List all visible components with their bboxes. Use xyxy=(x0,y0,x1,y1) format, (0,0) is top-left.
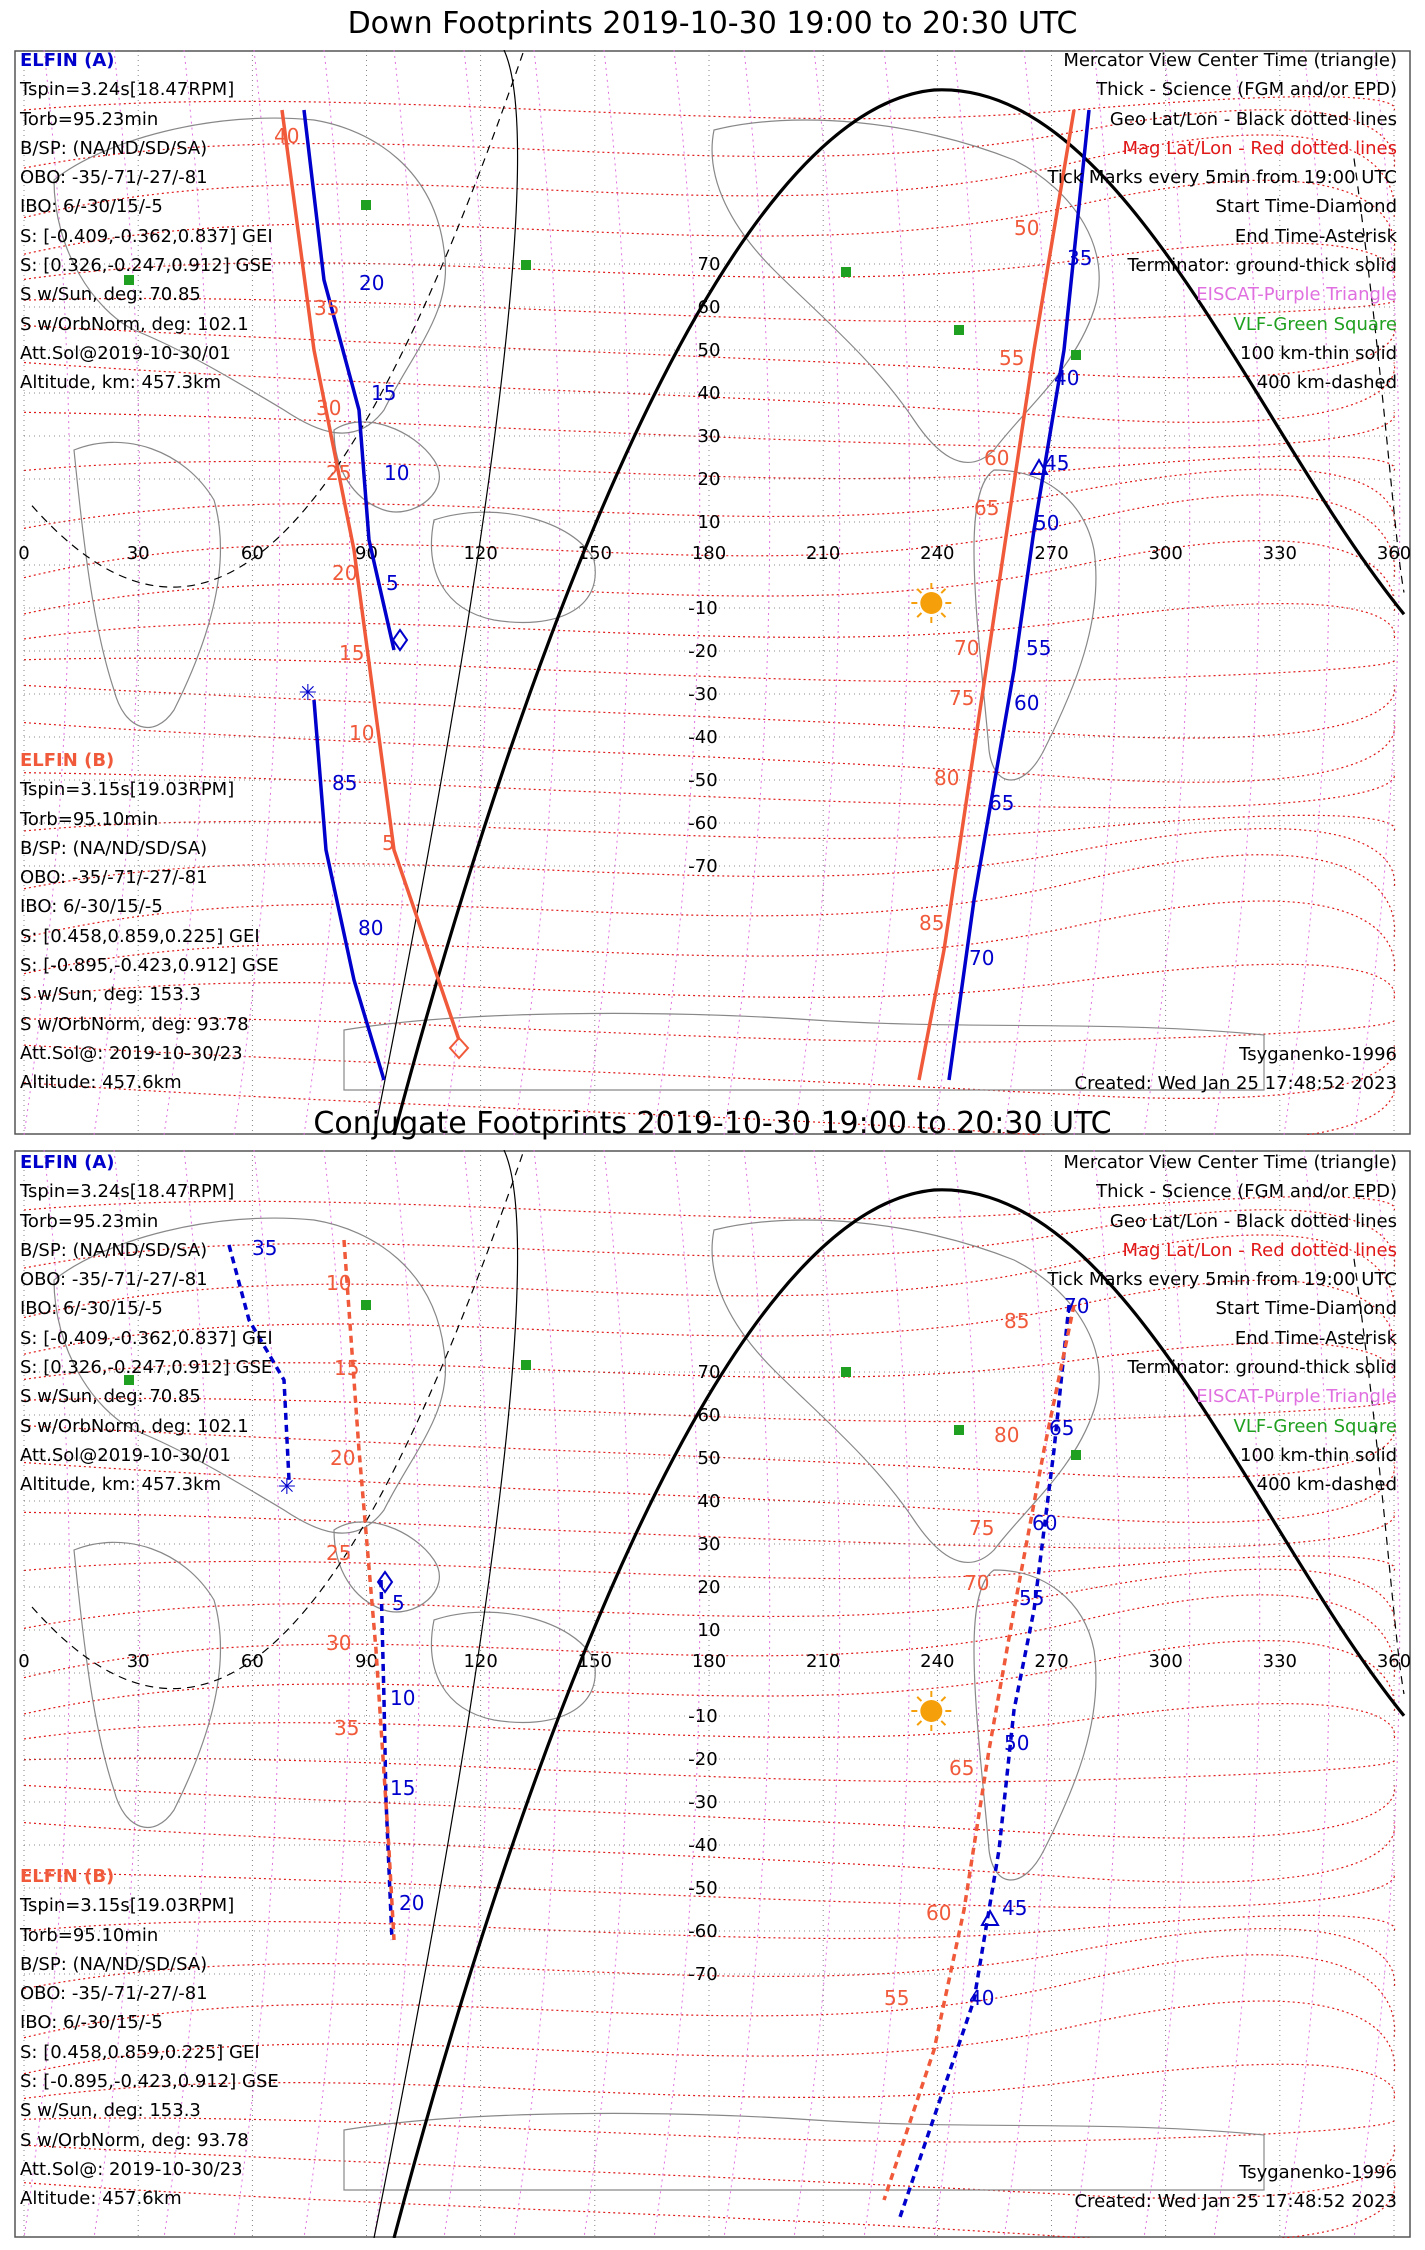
elfin-b-tick-label: 75 xyxy=(949,686,975,710)
elfin-b-label: ELFIN (B) xyxy=(20,750,115,771)
elfin-b-attsol: Att.Sol@: 2019-10-30/23 xyxy=(20,1042,243,1064)
elfin-a-tick-label: 45 xyxy=(1002,1896,1028,1920)
coastline xyxy=(432,1612,596,1722)
elfin-a-bsp: B/SP: (NA/ND/SD/SA) xyxy=(20,1239,208,1261)
elfin-b-tspin: Tspin=3.15s[19.03RPM] xyxy=(20,779,235,801)
elfin-a-tick-label: 60 xyxy=(1032,1511,1058,1535)
elfin-a-obo: OBO: -35/-71/-27/-81 xyxy=(20,1269,208,1291)
elfin-a-tick-label: 70 xyxy=(969,946,995,970)
elfin-a-tick-label: 10 xyxy=(390,1686,416,1710)
lat-label: -70 xyxy=(688,1964,718,1985)
sun-icon xyxy=(920,1700,942,1722)
lon-label: 120 xyxy=(463,1651,498,1672)
lon-label: 240 xyxy=(920,543,955,564)
elfin-a-gei: S: [-0.409,-0.362,0.837] GEI xyxy=(20,1327,273,1349)
lon-label: 240 xyxy=(920,1651,955,1672)
sun-ray xyxy=(941,613,945,617)
legend-mercator: Mercator View Center Time (triangle) xyxy=(1063,50,1397,71)
vlf-square xyxy=(361,1300,371,1310)
elfin-b-obo: OBO: -35/-71/-27/-81 xyxy=(20,867,208,889)
elfin-b-tick-label: 35 xyxy=(314,296,340,320)
legend-eiscat: EISCAT-Purple Triangle xyxy=(1196,1386,1397,1408)
lat-label: 70 xyxy=(697,1362,721,1383)
legend-eiscat: EISCAT-Purple Triangle xyxy=(1196,284,1397,306)
elfin-b-altitude: Altitude: 457.6km xyxy=(20,1072,182,1094)
elfin-a-track-west-south xyxy=(314,700,384,1080)
lat-label: 20 xyxy=(697,1577,721,1598)
mag-lon-line xyxy=(794,50,840,1135)
mag-lon-line xyxy=(654,50,700,1135)
lon-label: 150 xyxy=(577,1651,613,1672)
legend-mercator: Mercator View Center Time (triangle) xyxy=(1063,1152,1397,1173)
elfin-a-tick-label: 55 xyxy=(1019,1586,1045,1610)
legend-mag: Mag Lat/Lon - Red dotted lines xyxy=(1122,1239,1397,1261)
elfin-a-gei: S: [-0.409,-0.362,0.837] GEI xyxy=(20,225,273,247)
legend-100km: 100 km-thin solid xyxy=(1240,342,1397,364)
legend-ticks: Tick Marks every 5min from 19:00 UTC xyxy=(1047,167,1397,189)
elfin-b-track-east xyxy=(884,1305,1074,2200)
vlf-square xyxy=(954,1425,964,1435)
sun-ray xyxy=(941,589,945,593)
legend-100km: 100 km-thin solid xyxy=(1240,1444,1397,1466)
lon-label: 270 xyxy=(1034,543,1069,564)
lon-label: 210 xyxy=(805,543,841,564)
elfin-b-tick-label: 70 xyxy=(964,1571,990,1595)
coastline xyxy=(712,120,1099,462)
elfin-a-gse: S: [0.326,-0.247,0.912] GSE xyxy=(20,1357,273,1379)
lon-label: 360 xyxy=(1376,1651,1411,1672)
elfin-b-gse: S: [-0.895,-0.423,0.912] GSE xyxy=(20,2071,279,2093)
coastline xyxy=(432,512,596,622)
lat-label: 10 xyxy=(697,512,721,533)
elfin-a-info-panel1 xyxy=(20,46,273,398)
vlf-square xyxy=(841,1367,851,1377)
elfin-a-torb: Torb=95.23min xyxy=(20,1210,159,1232)
elfin-b-tick-label: 20 xyxy=(330,1446,356,1470)
lon-label: 90 xyxy=(355,543,378,564)
legend-end: End Time-Asterisk xyxy=(1234,1327,1397,1349)
elfin-a-attsol: Att.Sol@2019-10-30/01 xyxy=(20,342,231,364)
elfin-b-tick-label: 80 xyxy=(994,1423,1020,1447)
sun-ray xyxy=(917,1697,921,1701)
lon-label: 60 xyxy=(240,1651,264,1672)
sun-ray xyxy=(917,1721,921,1725)
elfin-a-tick-label: 35 xyxy=(1067,246,1093,270)
elfin-a-bsp: B/SP: (NA/ND/SD/SA) xyxy=(20,137,208,159)
elfin-a-tick-label: 40 xyxy=(1054,366,1080,390)
elfin-b-tick-label: 65 xyxy=(949,1756,975,1780)
elfin-b-tick-label: 85 xyxy=(919,911,945,935)
elfin-b-tick-label: 25 xyxy=(326,1541,352,1565)
lat-label: 10 xyxy=(697,1620,721,1641)
lat-label: 60 xyxy=(697,297,721,318)
legend-terminator: Terminator: ground-thick solid xyxy=(1127,1357,1397,1379)
elfin-a-end-asterisk: ✳ xyxy=(277,1475,297,1500)
sun-ray xyxy=(917,589,921,593)
mag-lon-line xyxy=(864,1150,910,2238)
panel1-title: Down Footprints 2019-10-30 19:00 to 20:30 UTC xyxy=(347,6,1078,41)
lon-label: 180 xyxy=(691,543,727,564)
legend-terminator: Terminator: ground-thick solid xyxy=(1127,255,1397,277)
mag-lon-line xyxy=(304,50,350,1135)
vlf-square xyxy=(521,260,531,270)
elfin-b-tick-label: 30 xyxy=(316,396,342,420)
elfin-a-tick-label: 35 xyxy=(252,1236,278,1260)
lat-label: 20 xyxy=(697,469,721,490)
legend-vlf: VLF-Green Square xyxy=(1233,1415,1397,1437)
legend-ticks: Tick Marks every 5min from 19:00 UTC xyxy=(1047,1269,1397,1291)
lat-label: -30 xyxy=(688,684,718,705)
lon-label: 330 xyxy=(1262,543,1298,564)
lat-label: -70 xyxy=(688,856,718,877)
legend-panel1 xyxy=(1047,46,1397,398)
lon-label: 180 xyxy=(691,1651,727,1672)
elfin-b-gei: S: [0.458,0.859,0.225] GEI xyxy=(20,2041,260,2063)
elfin-b-sun-angle: S w/Sun, deg: 153.3 xyxy=(20,2100,201,2122)
lat-label: 40 xyxy=(697,1491,721,1512)
lat-label: -40 xyxy=(688,1835,718,1856)
sun-icon xyxy=(920,592,942,614)
elfin-b-label: ELFIN (B) xyxy=(20,1866,115,1887)
elfin-b-tick-label: 55 xyxy=(999,346,1025,370)
lon-label: 0 xyxy=(18,543,30,564)
elfin-a-tspin: Tspin=3.24s[18.47RPM] xyxy=(20,79,235,101)
elfin-a-tick-label: 5 xyxy=(386,571,399,595)
lon-label: 210 xyxy=(805,1651,841,1672)
coastline xyxy=(74,1542,220,1827)
lat-label: -10 xyxy=(688,598,718,619)
sun-ray xyxy=(941,1721,945,1725)
vlf-square xyxy=(361,200,371,210)
legend-start: Start Time-Diamond xyxy=(1215,196,1397,218)
elfin-b-track-west xyxy=(282,110,459,1040)
elfin-a-tick-label: 65 xyxy=(989,791,1015,815)
elfin-a-altitude: Altitude, km: 457.3km xyxy=(20,372,222,394)
lat-label: 60 xyxy=(697,1405,721,1426)
vlf-square xyxy=(841,267,851,277)
elfin-b-tick-label: 15 xyxy=(339,641,365,665)
elfin-a-tick-label: 15 xyxy=(390,1776,416,1800)
elfin-b-tick-label: 80 xyxy=(934,766,960,790)
sun-ray xyxy=(917,613,921,617)
elfin-a-info-panel2 xyxy=(20,1148,273,1500)
elfin-a-tick-label: 65 xyxy=(1049,1416,1075,1440)
lat-label: -10 xyxy=(688,1706,718,1727)
legend-end: End Time-Asterisk xyxy=(1234,225,1397,247)
model-label-panel2: Tsyganenko-1996 xyxy=(1239,2162,1397,2183)
lon-label: 300 xyxy=(1148,543,1183,564)
elfin-b-tick-label: 60 xyxy=(926,1901,952,1925)
elfin-a-tick-label: 50 xyxy=(1034,511,1060,535)
legend-vlf: VLF-Green Square xyxy=(1233,313,1397,335)
elfin-b-tick-label: 70 xyxy=(954,636,980,660)
panel2-title: Conjugate Footprints 2019-10-30 19:00 to 20:30 UTC xyxy=(313,1106,1112,1141)
legend-400km: 400 km-dashed xyxy=(1256,1474,1397,1496)
elfin-a-tick-label: 45 xyxy=(1044,451,1070,475)
elfin-a-tick-label: 10 xyxy=(384,461,410,485)
elfin-a-tick-label: 20 xyxy=(359,271,385,295)
legend-400km: 400 km-dashed xyxy=(1256,372,1397,394)
elfin-b-sun-angle: S w/Sun, deg: 153.3 xyxy=(20,984,201,1006)
elfin-a-gse: S: [0.326,-0.247,0.912] GSE xyxy=(20,255,273,277)
lat-label: 30 xyxy=(697,426,721,447)
created-label-panel2: Created: Wed Jan 25 17:48:52 2023 xyxy=(1074,2191,1397,2212)
elfin-b-tick-label: 85 xyxy=(1004,1309,1030,1333)
elfin-b-altitude: Altitude: 457.6km xyxy=(20,2188,182,2210)
elfin-b-tick-label: 50 xyxy=(1014,216,1040,240)
elfin-b-ibo: IBO: 6/-30/15/-5 xyxy=(20,896,163,918)
lat-label: -40 xyxy=(688,727,718,748)
elfin-b-gse: S: [-0.895,-0.423,0.912] GSE xyxy=(20,955,279,977)
elfin-a-label: ELFIN (A) xyxy=(20,50,115,71)
elfin-a-tick-label: 85 xyxy=(332,771,358,795)
elfin-b-bsp: B/SP: (NA/ND/SD/SA) xyxy=(20,837,208,859)
elfin-b-torb: Torb=95.10min xyxy=(20,808,159,830)
mag-lon-line xyxy=(654,1150,700,2238)
elfin-a-tspin: Tspin=3.24s[18.47RPM] xyxy=(20,1181,235,1203)
coastline xyxy=(334,1522,439,1612)
lon-label: 120 xyxy=(463,543,498,564)
elfin-b-tspin: Tspin=3.15s[19.03RPM] xyxy=(20,1895,235,1917)
lon-label: 0 xyxy=(18,1651,30,1672)
vlf-square xyxy=(954,325,964,335)
elfin-b-tick-label: 55 xyxy=(884,1986,910,2010)
elfin-b-tick-label: 10 xyxy=(326,1271,352,1295)
lat-label: 40 xyxy=(697,383,721,404)
elfin-b-orbnorm: S w/OrbNorm, deg: 93.78 xyxy=(20,1013,249,1035)
elfin-b-tick-label: 40 xyxy=(274,124,300,148)
elfin-b-bsp: B/SP: (NA/ND/SD/SA) xyxy=(20,1953,208,1975)
elfin-b-tick-label: 10 xyxy=(349,721,375,745)
lat-label: -30 xyxy=(688,1792,718,1813)
elfin-b-start-diamond xyxy=(450,1038,468,1058)
legend-panel2 xyxy=(1047,1148,1397,1500)
elfin-b-tick-label: 60 xyxy=(984,446,1010,470)
legend-thick: Thick - Science (FGM and/or EPD) xyxy=(1096,79,1397,101)
elfin-a-tick-label: 5 xyxy=(392,1591,405,1615)
elfin-b-info-panel1 xyxy=(20,746,279,1098)
sun-ray xyxy=(941,1697,945,1701)
elfin-b-tick-label: 20 xyxy=(332,561,358,585)
elfin-a-sun-angle: S w/Sun, deg: 70.85 xyxy=(20,284,201,306)
elfin-a-tick-label: 70 xyxy=(1064,1294,1090,1318)
lon-label: 30 xyxy=(126,1651,150,1672)
lat-label: -60 xyxy=(688,1921,718,1942)
mag-lon-line xyxy=(304,1150,350,2238)
mag-lon-line xyxy=(514,1150,560,2238)
elfin-b-attsol: Att.Sol@: 2019-10-30/23 xyxy=(20,2158,243,2180)
mag-lon-line xyxy=(444,1150,490,2238)
legend-thick: Thick - Science (FGM and/or EPD) xyxy=(1096,1181,1397,1203)
mag-lon-line xyxy=(934,1150,980,2238)
lon-label: 360 xyxy=(1376,543,1411,564)
elfin-b-tick-label: 65 xyxy=(974,496,1000,520)
elfin-b-gei: S: [0.458,0.859,0.225] GEI xyxy=(20,925,260,947)
elfin-a-tick-label: 20 xyxy=(399,1891,425,1915)
lon-label: 60 xyxy=(240,543,264,564)
coastline xyxy=(974,1570,1096,1880)
elfin-a-ibo: IBO: 6/-30/15/-5 xyxy=(20,196,163,218)
elfin-a-obo: OBO: -35/-71/-27/-81 xyxy=(20,167,208,189)
mag-lon-line xyxy=(794,1150,840,2238)
elfin-b-orbnorm: S w/OrbNorm, deg: 93.78 xyxy=(20,2129,249,2151)
lon-label: 150 xyxy=(577,543,613,564)
elfin-a-tick-label: 60 xyxy=(1014,691,1040,715)
elfin-b-info-panel2 xyxy=(20,1862,279,2214)
elfin-b-tick-label: 15 xyxy=(334,1356,360,1380)
elfin-b-tick-label: 5 xyxy=(382,831,395,855)
elfin-a-tick-label: 55 xyxy=(1026,636,1052,660)
created-label-panel1: Created: Wed Jan 25 17:48:52 2023 xyxy=(1074,1073,1397,1094)
legend-mag: Mag Lat/Lon - Red dotted lines xyxy=(1122,137,1397,159)
mag-lon-line xyxy=(1004,50,1050,1135)
legend-geo: Geo Lat/Lon - Black dotted lines xyxy=(1109,1210,1397,1232)
lat-label: -50 xyxy=(688,1878,718,1899)
elfin-b-tick-label: 35 xyxy=(334,1716,360,1740)
lat-label: -20 xyxy=(688,641,718,662)
lon-label: 270 xyxy=(1034,1651,1069,1672)
lon-label: 90 xyxy=(355,1651,378,1672)
elfin-a-tick-label: 40 xyxy=(969,1986,995,2010)
lat-label: 50 xyxy=(697,340,721,361)
elfin-a-tick-label: 80 xyxy=(358,916,384,940)
elfin-b-torb: Torb=95.10min xyxy=(20,1924,159,1946)
elfin-b-ibo: IBO: 6/-30/15/-5 xyxy=(20,2012,163,2034)
mag-lon-line xyxy=(444,50,490,1135)
coastline xyxy=(344,2113,1264,2190)
elfin-a-ibo: IBO: 6/-30/15/-5 xyxy=(20,1298,163,1320)
lon-label: 300 xyxy=(1148,1651,1183,1672)
lat-label: -50 xyxy=(688,770,718,791)
elfin-b-tick-label: 25 xyxy=(326,461,352,485)
elfin-a-torb: Torb=95.23min xyxy=(20,108,159,130)
lat-label: -60 xyxy=(688,813,718,834)
elfin-a-sun-angle: S w/Sun, deg: 70.85 xyxy=(20,1386,201,1408)
legend-geo: Geo Lat/Lon - Black dotted lines xyxy=(1109,108,1397,130)
lat-label: 30 xyxy=(697,1534,721,1555)
lon-label: 30 xyxy=(126,543,150,564)
lat-label: 50 xyxy=(697,1448,721,1469)
elfin-b-obo: OBO: -35/-71/-27/-81 xyxy=(20,1983,208,2005)
elfin-b-tick-label: 30 xyxy=(326,1631,352,1655)
elfin-a-tick-label: 15 xyxy=(371,381,397,405)
elfin-b-tick-label: 75 xyxy=(969,1516,995,1540)
elfin-a-label: ELFIN (A) xyxy=(20,1152,115,1173)
mag-lon-line xyxy=(514,50,560,1135)
elfin-a-orbnorm: S w/OrbNorm, deg: 102.1 xyxy=(20,1415,249,1437)
model-label-panel1: Tsyganenko-1996 xyxy=(1239,1044,1397,1065)
elfin-a-tick-label: 50 xyxy=(1004,1731,1030,1755)
lon-label: 330 xyxy=(1262,1651,1298,1672)
legend-start: Start Time-Diamond xyxy=(1215,1298,1397,1320)
elfin-a-end-asterisk: ✳ xyxy=(298,681,318,706)
lat-label: -20 xyxy=(688,1749,718,1770)
lat-label: 70 xyxy=(697,254,721,275)
elfin-a-orbnorm: S w/OrbNorm, deg: 102.1 xyxy=(20,313,249,335)
elfin-a-altitude: Altitude, km: 457.3km xyxy=(20,1474,222,1496)
elfin-a-attsol: Att.Sol@2019-10-30/01 xyxy=(20,1444,231,1466)
vlf-square xyxy=(521,1360,531,1370)
mag-lon-line xyxy=(584,1150,630,2238)
